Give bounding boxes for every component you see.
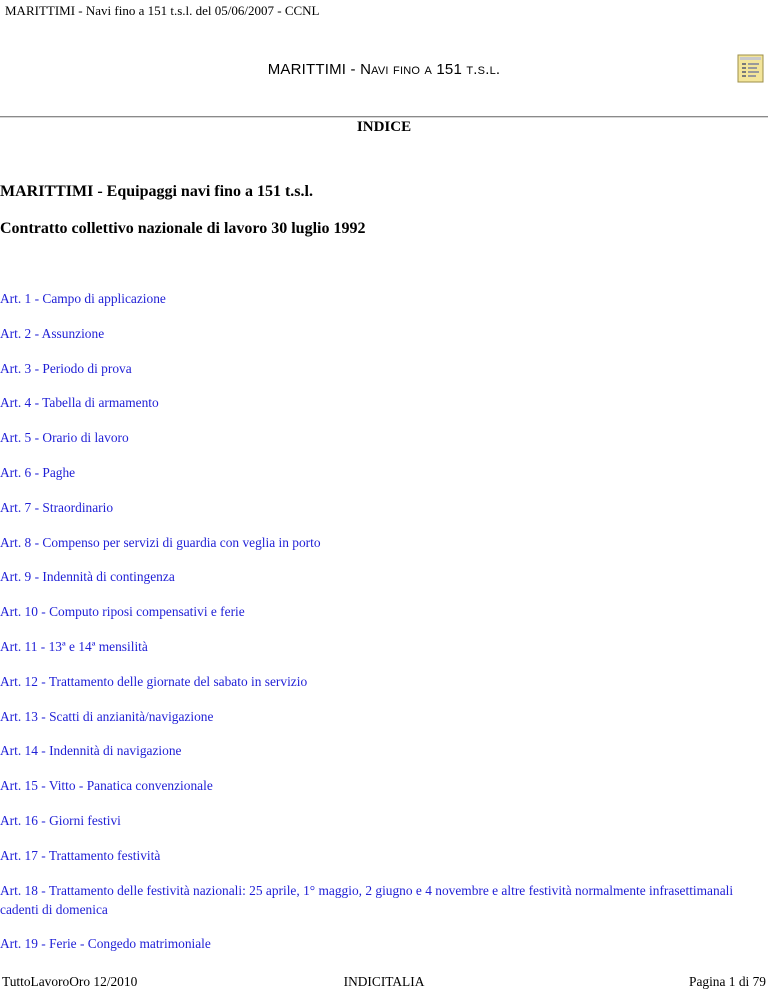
toc-item — [0, 428, 760, 447]
contract-subheading: Contratto collettivo nazionale di lavoro 30 luglio 1992 — [0, 220, 366, 237]
toc-link-art-6[interactable]: Art. 6 - Paghe — [0, 464, 76, 480]
toc-item — [0, 359, 760, 378]
toc-link-art-9[interactable]: Art. 9 - Indennità di contingenza — [0, 569, 175, 585]
toc-link-art-13[interactable]: Art. 13 - Scatti di anzianità/navigazione — [0, 708, 214, 724]
header-divider — [0, 116, 768, 118]
toc-link-art-2[interactable]: Art. 2 - Assunzione — [0, 325, 105, 341]
toc-link-art-12[interactable]: Art. 12 - Trattamento delle giornate del sabato in servizio — [0, 673, 308, 689]
toc-item — [0, 811, 760, 830]
toc-item — [0, 602, 760, 621]
title-part-3: 151 — [432, 61, 467, 78]
toc-item — [0, 776, 760, 795]
toc-item — [0, 637, 760, 656]
toc-item — [0, 707, 760, 726]
toc-link-art-7[interactable]: Art. 7 - Straordinario — [0, 499, 114, 515]
footer-publisher: INDICITALIA — [343, 974, 425, 989]
toc-item — [0, 498, 760, 517]
toc-link-art-17[interactable]: Art. 17 - Trattamento festività — [0, 847, 161, 863]
toc-link-art-10[interactable]: Art. 10 - Computo riposi compensativi e ferie — [0, 604, 245, 620]
toc-item — [0, 846, 760, 865]
toc-item — [0, 463, 760, 482]
document-list-icon[interactable] — [737, 54, 764, 83]
footer-page-number: Pagina 1 di 79 — [689, 974, 766, 989]
toc-link-art-5[interactable]: Art. 5 - Orario di lavoro — [0, 430, 129, 446]
document-title — [0, 61, 768, 79]
section-title: INDICE — [356, 119, 412, 135]
table-of-contents — [0, 289, 760, 969]
running-header: MARITTIMI - Navi fino a 151 t.s.l. del 05/06/2007 - CCNL — [5, 3, 320, 18]
toc-item — [0, 324, 760, 343]
toc-link-art-11[interactable]: Art. 11 - 13ª e 14ª mensilità — [0, 638, 148, 654]
footer-source: TuttoLavoroOro 12/2010 — [2, 974, 138, 989]
toc-item — [0, 934, 760, 953]
title-part-1: MARITTIMI - N — [267, 61, 372, 78]
title-part-4: t.s.l. — [466, 61, 501, 78]
toc-link-art-19[interactable]: Art. 19 - Ferie - Congedo matrimoniale — [0, 936, 211, 952]
toc-item — [0, 881, 760, 919]
toc-link-art-1[interactable]: Art. 1 - Campo di applicazione — [0, 291, 166, 306]
toc-link-art-18[interactable]: Art. 18 - Trattamento delle festività nazionali: 25 aprile, 1° maggio, 2 giugno e 4 novembre e altre festività normalmente infrasettimanali cadenti di domenica — [0, 882, 734, 917]
toc-item — [0, 672, 760, 691]
toc-link-art-4[interactable]: Art. 4 - Tabella di armamento — [0, 395, 159, 411]
toc-item — [0, 741, 760, 760]
toc-link-art-15[interactable]: Art. 15 - Vitto - Panatica convenzionale — [0, 778, 213, 794]
toc-link-art-3[interactable]: Art. 3 - Periodo di prova — [0, 360, 132, 376]
toc-link-art-16[interactable]: Art. 16 - Giorni festivi — [0, 812, 121, 828]
toc-item — [0, 289, 760, 308]
toc-link-art-14[interactable]: Art. 14 - Indennità di navigazione — [0, 743, 182, 759]
contract-heading: MARITTIMI - Equipaggi navi fino a 151 t.s.l. — [0, 183, 313, 200]
toc-item — [0, 393, 760, 412]
toc-item — [0, 533, 760, 552]
toc-item — [0, 567, 760, 586]
toc-link-art-8[interactable]: Art. 8 - Compenso per servizi di guardia con veglia in porto — [0, 534, 321, 550]
title-part-2: avi fino a — [371, 61, 433, 78]
